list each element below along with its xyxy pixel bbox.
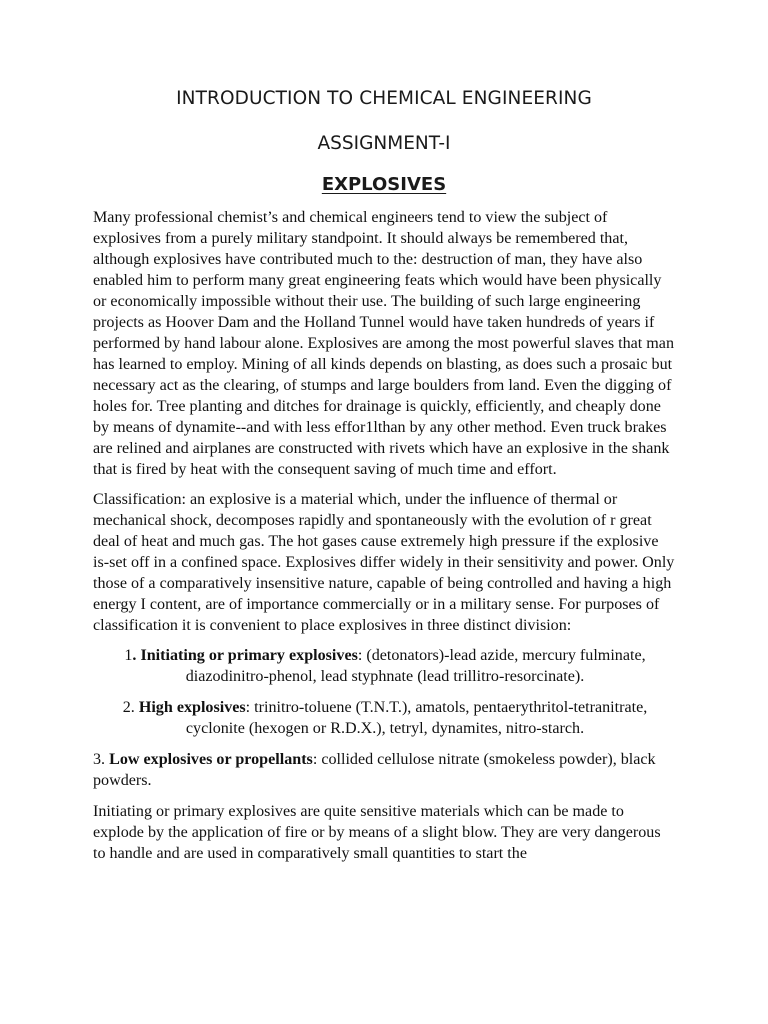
division-term: High explosives [138, 699, 246, 716]
division-item-2 [93, 697, 677, 739]
course-title: INTRODUCTION TO CHEMICAL ENGINEERING [176, 88, 592, 109]
division-item-3 [93, 749, 677, 791]
classification-paragraph: Classification: an explosive is a material which, under the influence of thermal or mechanical shock, decomposes rapidly and spontaneously with the evolution of r great deal of heat and much gas. The hot gases cause extremely high pressure if the explosive is-set off in a confined space. Explosives differ widely in their sensitivity and power. Only those of a comparatively insensitive nature, capable of being controlled and having a high energy I content, are of importance commercially or in a military sense. For purposes of classification it is convenient to place explosives in three distinct division: [93, 491, 675, 634]
division-description: : collided cellulose nitrate (smokeless powder), black powders. [93, 751, 656, 789]
division-term: Low explosives or propellants [109, 751, 313, 768]
division-item-1 [93, 645, 677, 687]
topic-title: EXPLOSIVES [321, 174, 447, 195]
division-number: 2. [122, 699, 139, 716]
intro-paragraph: Many professional chemist’s and chemical engineers tend to view the subject of explosives from a purely military standpoint. It should always be remembered that, although explosives have contributed much to the: destruction of man, they have also enabled him to perform many great engineering feats which would have been physically or economically impossible without their use. The building of such large engineering projects as Hoover Dam and the Holland Tunnel would have taken hundreds of years if performed by hand labour alone. Explosives are among the most powerful slaves that man has learned to employ. Mining of all kinds depends on blasting, as does such a prosaic but necessary act as the clearing, of stumps and large boulders from land. Even the digging of holes for. Tree planting and ditches for drainage is quickly, efficiently, and cheaply done by means of dynamite--and with less effor1lthan by any other method. Even truck brakes are relined and airplanes are constructed with rivets which have an explosive in the shank that is fired by heat with the consequent saving of much time and effort. [93, 209, 675, 478]
division-term: . Initiating or primary explosives [132, 647, 358, 664]
division-description: : (detonators)-lead azide, mercury fulminate, diazodinitro-phenol, lead styphnate (lead trillitro-resorcinate). [185, 647, 646, 685]
initiating-paragraph: Initiating or primary explosives are quite sensitive materials which can be made to explode by the application of fire or by means of a slight blow. They are very dangerous to handle and are used in comparatively small quantities to start the [93, 803, 661, 862]
division-description: : trinitro-toluene (T.N.T.), amatols, pentaerythritol-tetranitrate, cyclonite (hexogen or R.D.X.), tetryl, dynamites, nitro-starch. [185, 699, 648, 737]
assignment-title: ASSIGNMENT-I [317, 133, 451, 154]
division-number: 1 [124, 647, 133, 664]
division-number: 3. [93, 751, 110, 768]
document-body [93, 207, 677, 873]
